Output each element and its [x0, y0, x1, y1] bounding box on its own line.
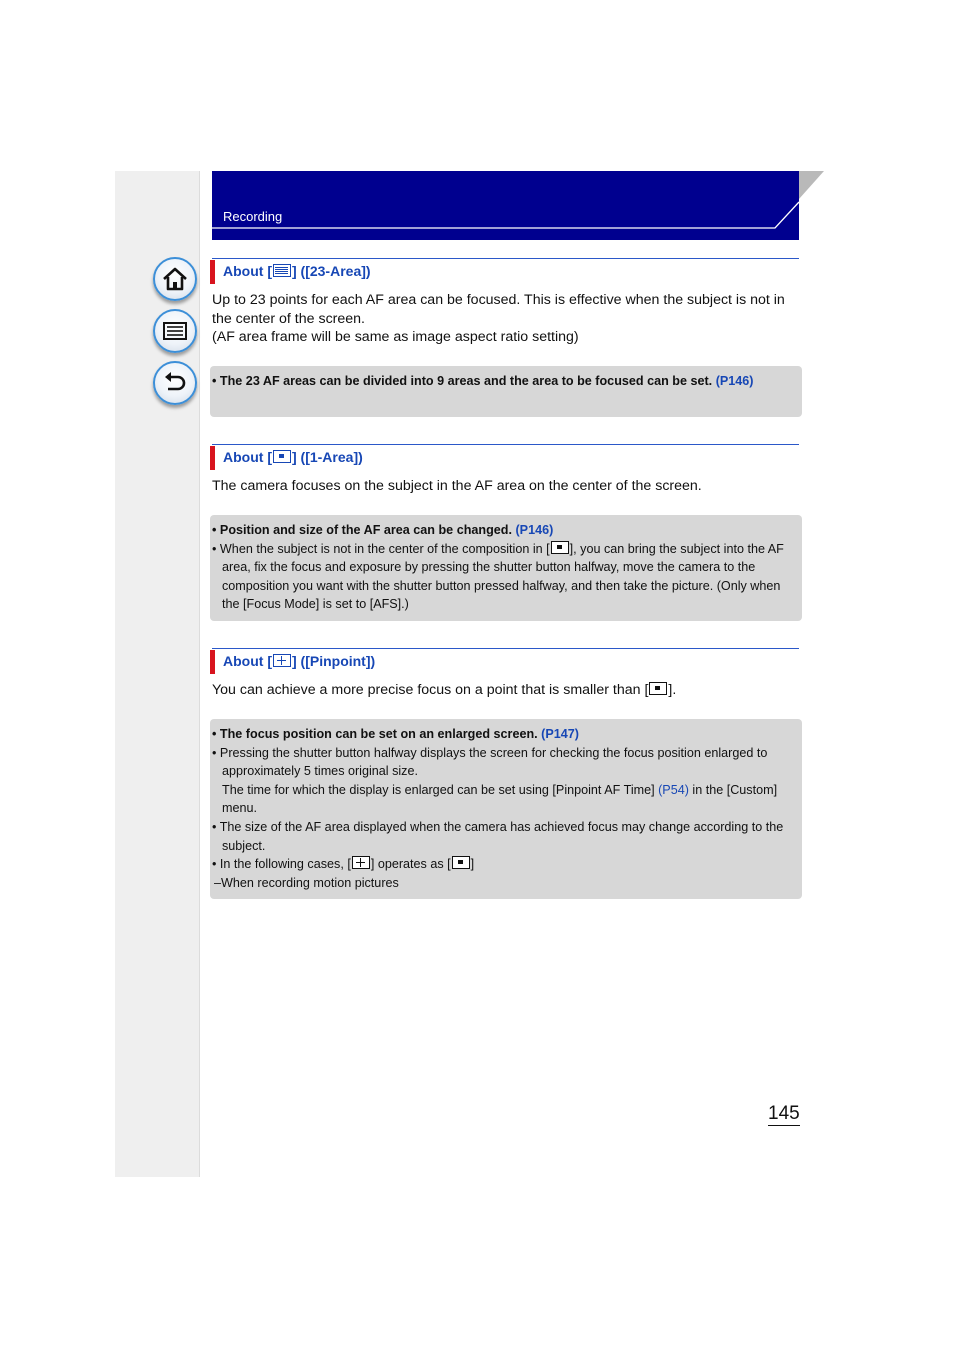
home-button[interactable]: [153, 257, 197, 301]
pinpoint-icon: [273, 654, 291, 667]
section-divider: [212, 258, 799, 259]
section-title: About [ ] ([1-Area]): [223, 449, 363, 465]
section-divider: [212, 648, 799, 649]
note-box: [210, 515, 802, 621]
1-area-icon: [452, 856, 470, 869]
1-area-icon: [273, 450, 291, 463]
note-item: • The 23 AF areas can be divided into 9 areas and the area to be focused can be set. (P146): [212, 374, 754, 388]
header-banner-shape: [212, 171, 824, 240]
page-link-p146[interactable]: (P146): [515, 523, 554, 537]
note-item: • Pressing the shutter button halfway displays the screen for checking the focus position enlarged to approximately 5 times original size. The time for which the display is enlarged can be set using [Pinpoint AF Time] (P54) in the [Custom] menu.: [212, 745, 778, 816]
back-button[interactable]: [153, 361, 197, 405]
heading-red-bar: [210, 446, 215, 470]
contents-list-icon: [161, 317, 189, 345]
note-box: [210, 719, 802, 899]
page-link-p146[interactable]: (P146): [715, 374, 754, 388]
pinpoint-icon: [352, 856, 370, 869]
note-item: • In the following cases, [ ] operates as [ ]: [212, 857, 475, 872]
section-divider: [212, 444, 799, 445]
note-box: [210, 366, 802, 417]
page-link-p54[interactable]: (P54): [658, 782, 689, 797]
note-item: • Position and size of the AF area can be changed. (P146): [212, 523, 554, 537]
chapter-title: Recording: [223, 209, 283, 224]
section-title: About [ ] ([Pinpoint]): [223, 653, 376, 669]
note-item: • When the subject is not in the center of the composition in [ ], you can bring the subject into the AF area, fix the focus and exposure by pressing the shutter button halfway, move the camera to the composition you want with the shutter button pressed halfway, and then take the picture. (Only when the [Focus Mode] is set to [AFS].): [212, 541, 784, 612]
section-title: About [ ] ([23-Area]): [223, 263, 371, 279]
section-body: The camera focuses on the subject in the AF area on the center of the screen.: [212, 478, 702, 494]
heading-red-bar: [210, 650, 215, 674]
heading-red-bar: [210, 260, 215, 284]
note-subitem: –When recording motion pictures: [214, 875, 399, 890]
page-link-p147[interactable]: (P147): [541, 727, 579, 741]
page-number: 145: [768, 1103, 800, 1124]
chapter-header: [212, 171, 799, 240]
1-area-icon: [649, 682, 667, 695]
section-body: Up to 23 points for each AF area can be focused. This is effective when the subject is not in the center of the screen. (AF area frame will be same as image aspect ratio setting): [212, 292, 785, 345]
note-item: • The size of the AF area displayed when the camera has achieved focus may change according to the subject.: [212, 819, 784, 853]
back-icon: [161, 369, 189, 397]
note-item: • The focus position can be set on an enlarged screen. (P147): [212, 727, 579, 741]
1-area-icon: [551, 541, 569, 554]
contents-button[interactable]: [153, 309, 197, 353]
23-area-icon: [273, 264, 291, 277]
section-body: You can achieve a more precise focus on a point that is smaller than [ ].: [212, 682, 677, 698]
home-icon: [161, 265, 189, 293]
